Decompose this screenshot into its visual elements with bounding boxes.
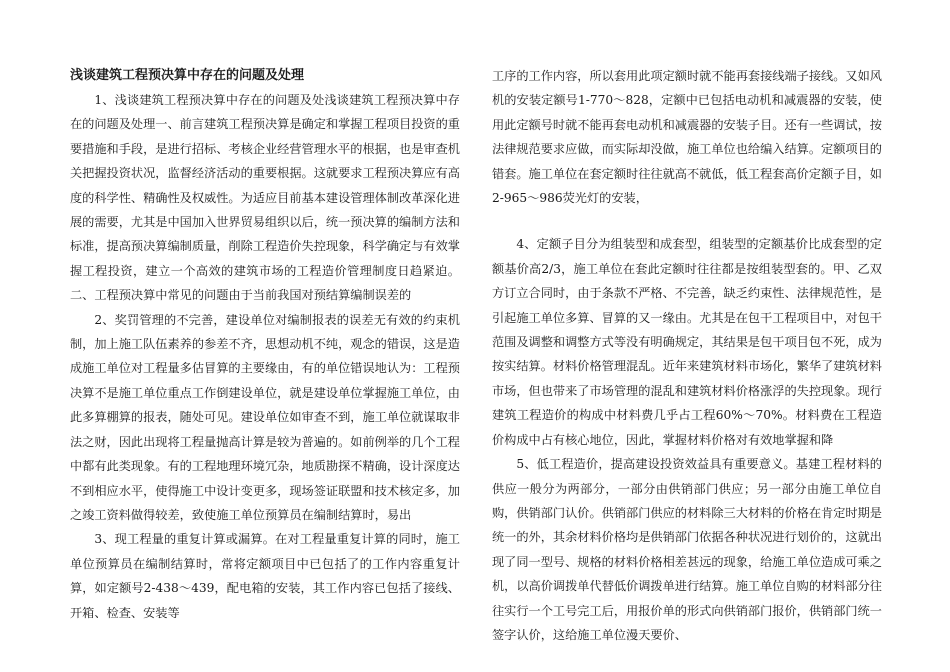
- paragraph-1: 1、浅谈建筑工程预决算中存在的问题及处浅谈建筑工程预决算中存在的问题及处理一、前言建筑工程预决算是确定和掌握工程项目投资的重要措施和手段，是进行招标、考核企业经营管理水平的根据，也是审查机关把握投资状况，监督经济活动的重要根据。这就要求工程预决算应有高度的科学性、精确性及权威性。为适应目前基本建设管理体制改革深化进展的需要，尤其是中国加入世界贸易组织以后，统一预决算的编制方法和标准，提高预决算编制质量，削除工程造价失控现象，科学确定与有效掌握工程投资，建立一个高效的建筑市场的工程造价管理制度日趋紧迫。二、工程预决算中常见的问题由于当前我国对预结算编制误差的: [70, 93, 460, 303]
- paragraph-4: 4、定额子目分为组装型和成套型，组装型的定额基价比成套型的定额基价高2/3，施工单位在套此定额时往往都是按组装型套的。甲、乙双方订立合同时，由于条款不严格、不完善，缺乏约束性、法律规范性，是引起施工单位多算、冒算的又一缘由。尤其是在包干工程项目中，对包干范围及调整和调整方式等没有明确规定，其结果是包干项目包不死，成为按实结算。材料价格管理混乱。近年来建筑材料市场化，繁华了建筑材料市场，但也带来了市场管理的混乱和建筑材料价格涨浮的失控现象。现行建筑工程造价的构成中材料费几乎占工程60%～70%。材料费在工程造价构成中占有核心地位，因此，掌握材料价格对有效地掌握和降: [492, 237, 882, 447]
- document-title: 浅谈建筑工程预决算中存在的问题及处理: [70, 68, 305, 83]
- paragraph-gap: [492, 210, 882, 232]
- paragraph-2: 2、奖罚管理的不完善，建设单位对编制报表的误差无有效的约束机制，加上施工队伍素养的参差不齐，思想动机不纯，观念的错误，这是造成施工单位对工程量多估冒算的主要缘由，有的单位错误地认为：工程预决算不是施工单位重点工作倒建设单位，就是建设单位掌握施工单位，由此多算棚算的报表，随处可见。建设单位如审查不到，施工单位就谋取非法之财，因此出现将工程量抛高计算是较为普遍的。如前例举的几个工程中都有此类现象。有的工程地理环境冗杂，地质勘探不精确，设计深度达不到相应水平，使得施工中设计变更多，现场签证联盟和技术核定多，加之竣工资料做得较差，致使施工单位预算员在编制结算时，易出: [70, 312, 460, 522]
- left-column: [70, 64, 460, 625]
- paragraph-3-continued: 工序的工作内容，所以套用此项定额时就不能再套接线端子接线。又如风机的安装定额号1-770～828，定额中已包括电动机和减震器的安装，使用此定额号时就不能再套电动机和减震器的安装子目。还有一些调试，按法律规范要求应做，而实际却没做，施工单位也给编入结算。定额项目的错套。施工单位在套定额时往往就高不就低，低工程套高价定额子目，如2-965～986荧光灯的安装，: [492, 69, 882, 206]
- paragraph-5: 5、低工程造价，提高建设投资效益具有重要意义。基建工程材料的供应一般分为两部分，一部分由供销部门供应；另一部分由施工单位自购，供销部门认价。供销部门供应的材料除三大材料的价格在肯定时期是统一的外，其余材料价格均是供销部门依据各种状况进行划价的，这就出现了同一型号、规格的材料价格相差甚远的现象，给施工单位造成可乘之机，以高价调拨单代替低价调拨单进行结算。施工单位自购的材料部分往往实行一个工号完工后，用报价单的形式向供销部门报价，供销部门统一签字认价，这给施工单位漫天要价、: [492, 457, 882, 642]
- right-column: [492, 64, 882, 647]
- paragraph-3: 3、现工程量的重复计算或漏算。在对工程量重复计算的同时，施工单位预算员在编制结算时，常将定额项目中已包括了的工作内容重复计算，如定额号2-438～439，配电箱的安装，其工作内容已包括了接线、开箱、检查、安装等: [70, 532, 460, 620]
